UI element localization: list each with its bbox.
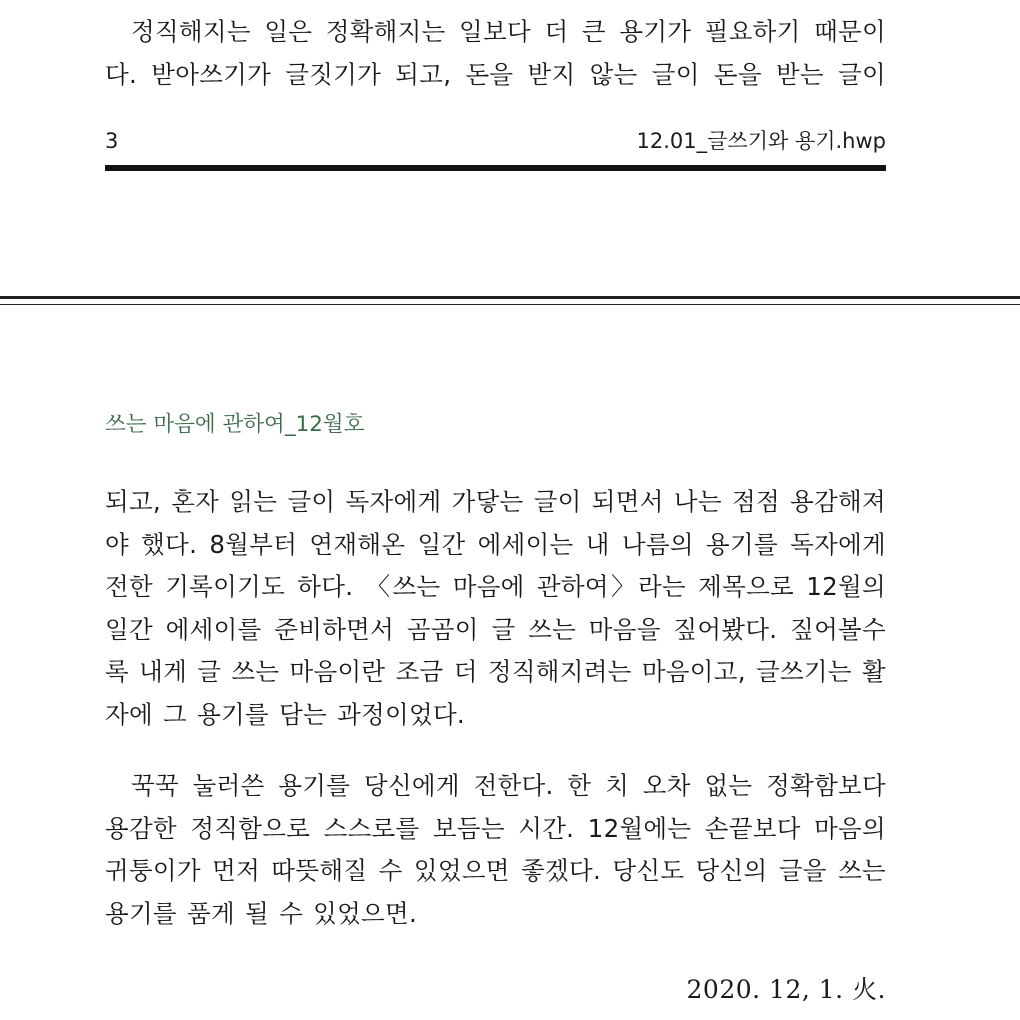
footer-page-number: 3 — [105, 129, 119, 153]
body-paragraph: 되고, 혼자 읽는 글이 독자에게 가닿는 글이 되면서 나는 점점 용감해져야 했다. 8월부터 연재해온 일간 에세이는 내 나름의 용기를 독자에게 전한 기록이기도 하다. 〈쓰는 마음에 관하여〉라는 제목으로 12월의 일간 에세이를 준비하면서 곰곰이 글 쓰는 마음을 짚어봤다. 짚어볼수록 내게 글 쓰는 마음이란 조금 더 정직해지려는 마음이고, 글쓰기는 활자에 그 용기를 담는 과정이었다. — [105, 487, 886, 729]
page-header-title: 쓰는 마음에 관하여_12월호 — [105, 412, 365, 437]
dateline: 2020. 12, 1. 火. — [686, 975, 886, 1004]
body-paragraph: 꾹꾹 눌러쓴 용기를 당신에게 전한다. 한 치 오차 없는 정확함보다 용감한 정직함으로 스스로를 보듬는 시간. 12월에는 손끝보다 마음의 귀퉁이가 먼저 따뜻해질 수 있었으면 좋겠다. 당신도 당신의 글을 쓰는 용기를 품게 될 수 있었으면. — [105, 771, 886, 928]
page-break-line — [0, 304, 1020, 305]
footer-rule — [105, 165, 886, 171]
body-paragraph: 정직해지는 일은 정확해지는 일보다 더 큰 용기가 필요하기 때문이다. 받아쓰기가 글짓기가 되고, 돈을 받지 않는 글이 돈을 받는 글이 — [105, 17, 886, 89]
footer-file-name: 12.01_글쓰기와 용기.hwp — [636, 129, 886, 153]
page-break-line — [0, 296, 1020, 299]
